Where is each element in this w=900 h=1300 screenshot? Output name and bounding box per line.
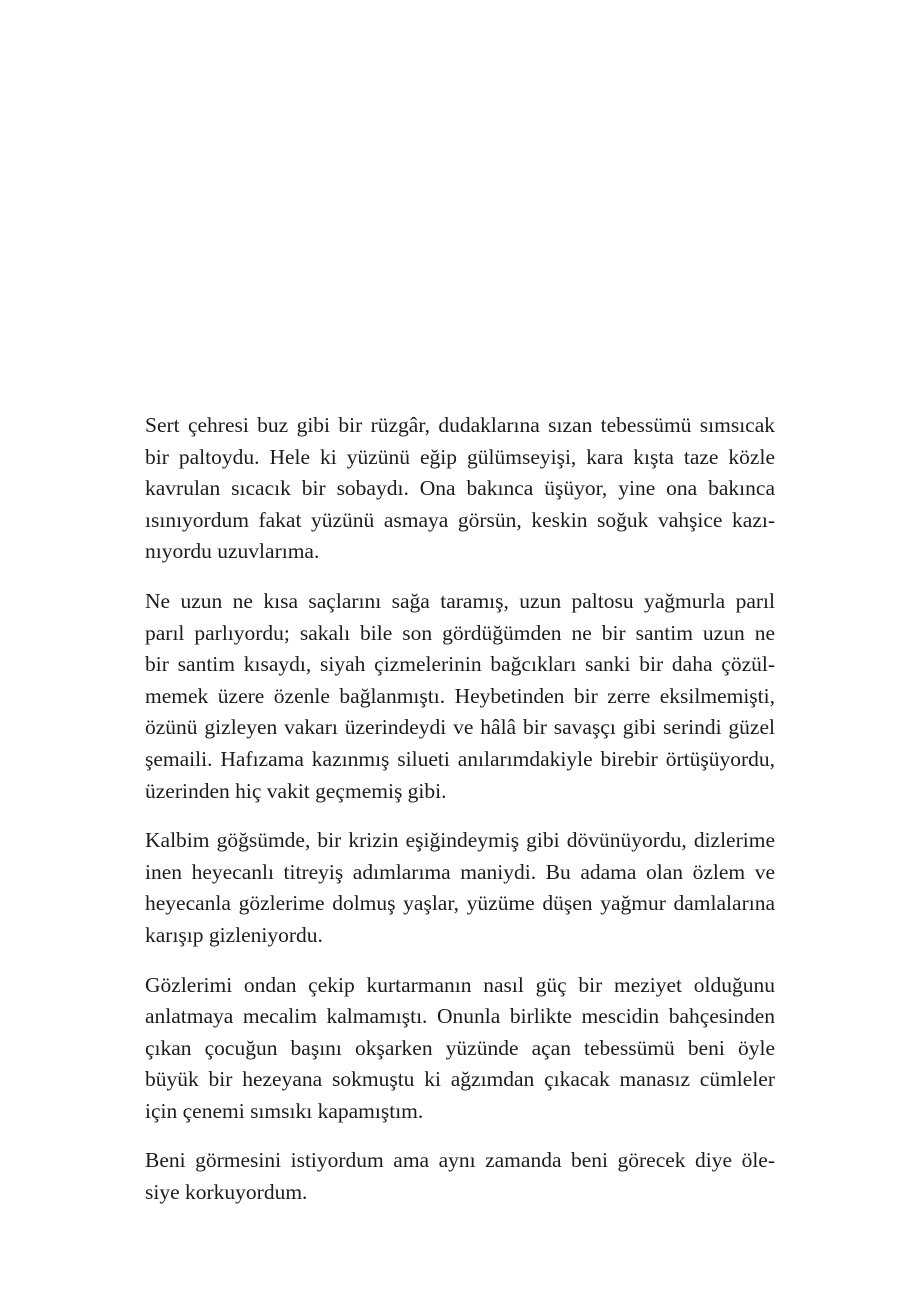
text-line: Kalbim göğsümde, bir krizin eşiğindeymiş gibi dövünüyordu, dizlerime — [145, 828, 775, 853]
text-line: parıl parlıyordu; sakalı bile son gördüğümden ne bir santim uzun ne — [145, 620, 775, 645]
paragraph-4 — [145, 970, 775, 1128]
text-line: Beni görmesini istiyordum ama aynı zamanda beni görecek diye öle- — [145, 1148, 775, 1173]
text-line: anlatmaya mecalim kalmamıştı. Onunla birlikte mescidin bahçesinden — [145, 1004, 775, 1029]
text-line: çıkan çocuğun başını okşarken yüzünde açan tebessümü beni öyle — [145, 1035, 775, 1060]
text-line: inen heyecanlı titreyiş adımlarıma maniydi. Bu adama olan özlem ve — [145, 859, 775, 884]
text-line: Ne uzun ne kısa saçlarını sağa taramış, uzun paltosu yağmurla parıl — [145, 588, 775, 613]
text-line: özünü gizleyen vakarı üzerindeydi ve hâlâ bir savaşçı gibi serindi güzel — [145, 715, 775, 740]
text-line: karışıp gizleniyordu. — [145, 922, 323, 947]
paragraph-3 — [145, 825, 775, 951]
paragraph-1 — [145, 410, 775, 568]
text-line: üzerinden hiç vakit geçmemiş gibi. — [145, 778, 447, 803]
text-line: ısınıyordum fakat yüzünü asmaya görsün, keskin soğuk vahşice kazı- — [145, 507, 775, 532]
body-text — [145, 410, 775, 1227]
text-line: büyük bir hezeyana sokmuştu ki ağzımdan çıkacak manasız cümleler — [145, 1067, 775, 1092]
text-line: heyecanla gözlerime dolmuş yaşlar, yüzüme düşen yağmur damlalarına — [145, 891, 775, 916]
text-line: bir paltoydu. Hele ki yüzünü eğip gülümseyişi, kara kışta taze közle — [145, 444, 775, 469]
text-line: için çenemi sımsıkı kapamıştım. — [145, 1098, 424, 1123]
paragraph-2 — [145, 586, 775, 807]
paragraph-5 — [145, 1145, 775, 1208]
text-line: siye korkuyordum. — [145, 1180, 308, 1205]
text-line: Sert çehresi buz gibi bir rüzgâr, dudaklarına sızan tebessümü sımsıcak — [145, 413, 775, 437]
text-line: bir santim kısaydı, siyah çizmelerinin bağcıkları sanki bir daha çözül- — [145, 652, 775, 677]
text-line: kavrulan sıcacık bir sobaydı. Ona bakınca üşüyor, yine ona bakınca — [145, 476, 775, 501]
text-line: Gözlerimi ondan çekip kurtarmanın nasıl güç bir meziyet olduğunu — [145, 972, 775, 997]
text-line: memek üzere özenle bağlanmıştı. Heybetinden bir zerre eksilmemişti, — [145, 683, 775, 708]
text-line: nıyordu uzuvlarıma. — [145, 539, 320, 564]
text-line: şemaili. Hafızama kazınmış silueti anılarımdakiyle birebir örtüşüyordu, — [145, 746, 775, 771]
